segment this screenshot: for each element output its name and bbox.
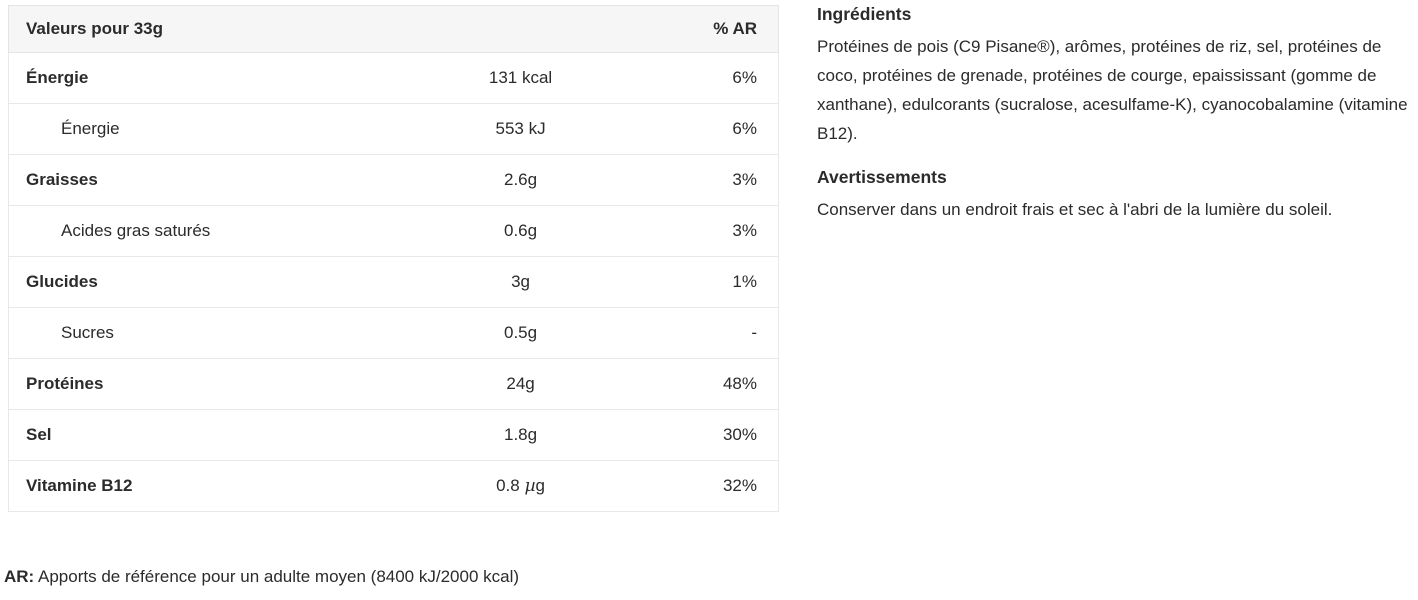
nutrient-label: Acides gras saturés: [9, 206, 394, 257]
ingredients-text: Protéines de pois (C9 Pisane®), arômes, protéines de riz, sel, protéines de coco, protéines de grenade, protéines de courge, epaississant (gomme de xanthane), edulcorants (sucralose, acesulfame-K), cyanocobalamine (vitamine B12).: [817, 37, 1408, 143]
warnings-heading: Avertissements: [817, 167, 947, 187]
nutrition-table-header: [9, 6, 779, 53]
nutrient-value: 1.8g: [394, 410, 648, 461]
nutrient-ar-percent: 48%: [648, 359, 779, 410]
table-row: [9, 257, 779, 308]
nutrient-ar-percent: 6%: [648, 104, 779, 155]
nutrient-value: 2.6g: [394, 155, 648, 206]
ar-footnote-text: Apports de référence pour un adulte moyen (8400 kJ/2000 kcal): [34, 567, 520, 586]
table-row: [9, 206, 779, 257]
nutrient-ar-percent: 30%: [648, 410, 779, 461]
nutrition-table-body: [9, 53, 779, 512]
table-row: [9, 104, 779, 155]
ingredients-section: [817, 3, 1411, 148]
nutrient-ar-percent: 1%: [648, 257, 779, 308]
table-title: Valeurs pour 33g: [9, 6, 648, 53]
table-row: [9, 461, 779, 512]
table-row: [9, 359, 779, 410]
nutrient-value: 0.6g: [394, 206, 648, 257]
table-row: [9, 410, 779, 461]
warnings-section: [817, 166, 1411, 224]
ar-footnote: [4, 567, 519, 587]
nutrient-ar-percent: 3%: [648, 206, 779, 257]
nutrient-label: Sel: [9, 410, 394, 461]
header-row: [9, 6, 779, 53]
nutrient-value: 0.8 µg: [394, 461, 648, 512]
nutrient-ar-percent: 6%: [648, 53, 779, 104]
nutrient-value: 553 kJ: [394, 104, 648, 155]
table-row: [9, 308, 779, 359]
table-row: [9, 155, 779, 206]
ar-footnote-term: AR:: [4, 567, 35, 586]
table-row: [9, 53, 779, 104]
nutrient-value: 0.5g: [394, 308, 648, 359]
nutrient-value: 24g: [394, 359, 648, 410]
nutrition-table: [8, 5, 779, 512]
nutrient-ar-percent: -: [648, 308, 779, 359]
nutrient-label: Vitamine B12: [9, 461, 394, 512]
nutrient-label: Énergie: [9, 104, 394, 155]
nutrient-label: Sucres: [9, 308, 394, 359]
nutrient-ar-percent: 32%: [648, 461, 779, 512]
nutrient-value: 3g: [394, 257, 648, 308]
nutrient-label: Protéines: [9, 359, 394, 410]
ingredients-heading: Ingrédients: [817, 4, 912, 24]
ar-column-header: % AR: [648, 6, 779, 53]
info-column: [817, 3, 1411, 242]
nutrient-label: Graisses: [9, 155, 394, 206]
nutrient-label: Glucides: [9, 257, 394, 308]
nutrient-ar-percent: 3%: [648, 155, 779, 206]
nutrient-value: 131 kcal: [394, 53, 648, 104]
warnings-text: Conserver dans un endroit frais et sec à l'abri de la lumière du soleil.: [817, 200, 1333, 219]
nutrition-panel: [8, 5, 779, 512]
nutrient-label: Énergie: [9, 53, 394, 104]
